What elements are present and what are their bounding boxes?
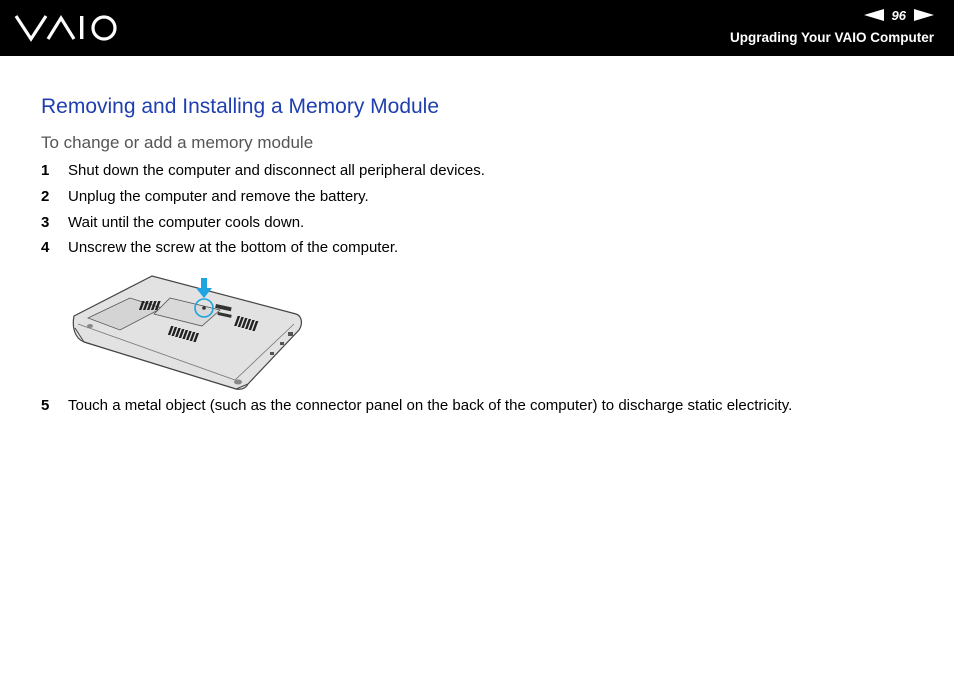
section-title: Upgrading Your VAIO Computer [729,30,934,45]
step-text: Wait until the computer cools down. [68,214,305,231]
step-number: 3 [41,214,50,231]
step-text: Shut down the computer and disconnect all peripheral devices. [68,162,485,179]
step-text: Unscrew the screw at the bottom of the computer. [68,239,399,256]
page-header [0,0,954,56]
triangle-right-icon[interactable] [914,9,934,21]
step-number: 5 [41,397,50,414]
page-number: 96 [891,7,906,23]
step-number: 2 [41,188,50,205]
laptop-bottom-illustration [70,274,304,392]
step-text: Unplug the computer and remove the battery. [68,188,369,205]
step-item [41,239,398,256]
page-navigation [864,7,934,23]
step-item [41,214,304,231]
step-item [41,162,485,179]
step-item [41,188,369,205]
vaio-logo [14,13,122,43]
triangle-left-icon[interactable] [864,9,884,21]
step-item [41,397,792,414]
page-heading: Removing and Installing a Memory Module [41,95,440,118]
step-text: Touch a metal object (such as the connector panel on the back of the computer) to discharge static electricity. [68,397,793,414]
subheading: To change or add a memory module [41,133,314,152]
step-number: 4 [41,239,50,256]
step-number: 1 [41,162,50,179]
